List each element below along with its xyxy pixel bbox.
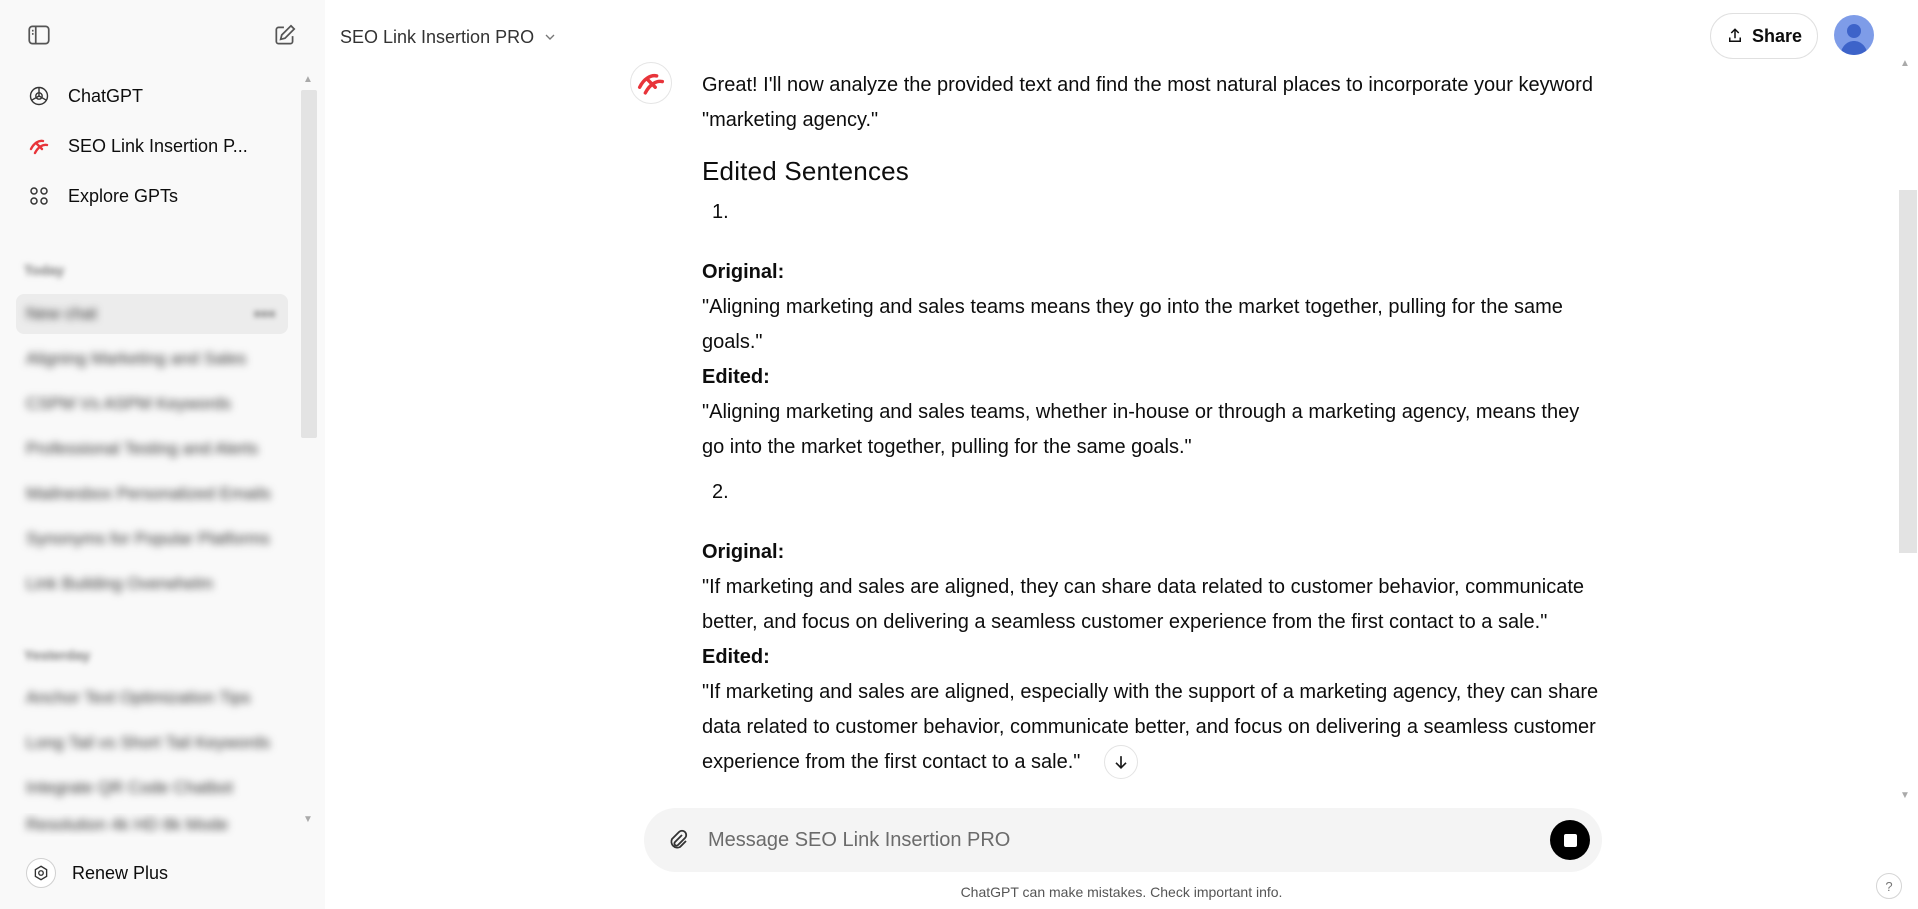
list-number: 2. — [712, 481, 729, 503]
renew-plus-label: Renew Plus — [72, 862, 169, 883]
main-scrollbar[interactable] — [1899, 190, 1917, 553]
history-item[interactable]: Link Building Overwhelm — [26, 574, 214, 593]
edited-label: Edited: — [702, 646, 770, 668]
history-item[interactable]: Aligning Marketing and Sales — [26, 349, 247, 368]
message-composer — [644, 808, 1602, 872]
sidebar-item-explore-gpts[interactable] — [16, 174, 286, 218]
share-button[interactable] — [1710, 13, 1818, 59]
list-number: 1. — [712, 201, 729, 223]
toggle-sidebar-icon[interactable] — [19, 15, 59, 55]
edited-sentence: "Aligning marketing and sales teams, whether in-house or through a marketing agency, means they go into the market together, pulling for the same goals." — [702, 401, 1580, 458]
disclaimer — [0, 884, 1918, 900]
history-item[interactable]: New chat ••• — [16, 294, 288, 334]
history-item[interactable]: Professional Testing and Alerts — [26, 439, 259, 458]
scroll-up-arrow[interactable]: ▲ — [303, 74, 313, 85]
new-chat-icon[interactable] — [265, 15, 305, 55]
sidebar-scrollbar[interactable] — [301, 90, 317, 438]
share-icon — [1726, 27, 1744, 45]
seo-gpt-icon — [26, 133, 52, 159]
more-options-icon[interactable]: ••• — [254, 303, 276, 324]
history-section-title: Today — [24, 262, 65, 278]
original-sentence: "If marketing and sales are aligned, they can share data related to customer behavior, communicate better, and focus on delivering a seamless customer experience from the first contact to a sale." — [702, 576, 1585, 633]
model-name: SEO Link Insertion PRO — [340, 26, 535, 47]
model-selector[interactable] — [340, 22, 558, 52]
share-label: Share — [1751, 25, 1803, 46]
scroll-down-arrow[interactable]: ▼ — [303, 814, 313, 825]
stop-icon — [1564, 834, 1577, 847]
help-button[interactable]: ? — [1876, 873, 1902, 899]
paperclip-icon — [666, 828, 690, 852]
scroll-up-arrow[interactable]: ▲ — [1900, 58, 1910, 69]
disclaimer-text: ChatGPT can make mistakes. Check important info. — [960, 884, 1283, 900]
history-item[interactable]: Long Tail vs Short Tail Keywords — [26, 733, 271, 752]
seo-gpt-avatar-icon — [630, 62, 672, 104]
history-item[interactable]: CSPM Vs ASPM Keywords — [26, 394, 232, 413]
original-label: Original: — [702, 541, 785, 563]
message-input[interactable] — [708, 822, 1508, 858]
stop-generating-button[interactable] — [1550, 820, 1590, 860]
original-sentence: "Aligning marketing and sales teams means they go into the market together, pulling for the same goals." — [702, 296, 1563, 353]
grid-icon — [26, 183, 52, 209]
sidebar-item-chatgpt[interactable] — [16, 74, 286, 118]
history-section-title: Yesterday — [24, 647, 91, 663]
scroll-down-arrow[interactable]: ▼ — [1900, 790, 1910, 801]
history-item[interactable]: Anchor Text Optimization Tips — [26, 688, 251, 707]
original-label: Original: — [702, 261, 785, 283]
edited-sentence: "If marketing and sales are aligned, especially with the support of a marketing agency, they can share data related to customer behavior, communicate better, and focus on delivering a seamless customer experience from the first contact to a sale." — [702, 681, 1599, 773]
openai-icon — [26, 83, 52, 109]
chevron-down-icon — [542, 29, 558, 45]
history-item[interactable]: Resolution 4k HD 8k Mode — [26, 815, 229, 834]
sidebar — [0, 0, 325, 909]
assistant-message — [702, 68, 1602, 780]
message-intro: Great! I'll now analyze the provided text and find the most natural places to incorporate your keyword "marketing agency." — [702, 74, 1593, 131]
section-heading: Edited Sentences — [702, 156, 910, 186]
history-item[interactable]: Synonyms for Popular Platforms — [26, 529, 270, 548]
sidebar-item-label: Explore GPTs — [68, 185, 179, 206]
history-item[interactable]: Mailnesbox Personalized Emails — [26, 484, 271, 503]
attach-file-button[interactable] — [662, 824, 694, 856]
history-item[interactable]: Integrate QR Code Chatbot — [26, 778, 233, 797]
sidebar-item-label: SEO Link Insertion P... — [68, 135, 248, 156]
user-icon — [1834, 15, 1874, 55]
scroll-to-bottom-button[interactable] — [1104, 745, 1138, 779]
sidebar-item-seo-link-insertion[interactable] — [16, 124, 286, 168]
arrow-down-icon — [1111, 752, 1131, 772]
avatar[interactable] — [1834, 15, 1874, 55]
edited-label: Edited: — [702, 366, 770, 388]
sidebar-item-label: ChatGPT — [68, 85, 144, 106]
